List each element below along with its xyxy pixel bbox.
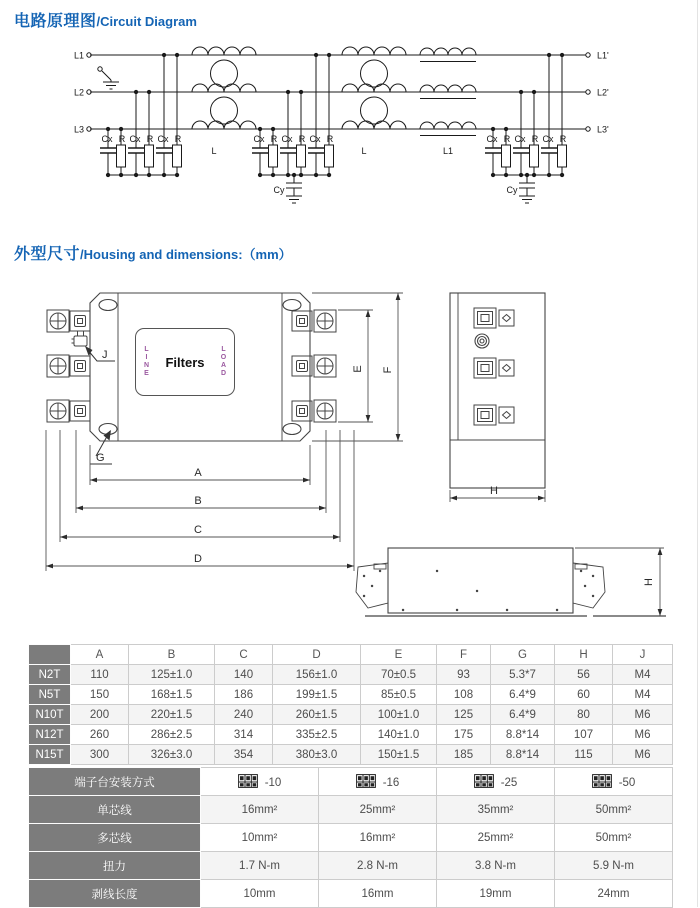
section-title-en: /Housing and dimensions:（mm） [80, 247, 292, 262]
table-cell [437, 824, 555, 852]
inductor-label: L1 [442, 146, 454, 156]
table-row [29, 768, 673, 796]
cell-value: 3.8 N-m [475, 859, 516, 872]
table-cell: 335±2.5 [273, 725, 361, 745]
row-header: N10T [29, 705, 71, 725]
side-view [356, 548, 666, 616]
column-header: F [437, 645, 491, 665]
dim-letter-b: B [194, 495, 202, 507]
table-cell: 70±0.5 [361, 665, 437, 685]
section-title-housing [14, 241, 292, 264]
table-cell [555, 768, 673, 796]
row-header: N5T [29, 685, 71, 705]
cell-value: 19mm [479, 887, 512, 900]
table-cell: 380±3.0 [273, 745, 361, 765]
table-cell: 185 [437, 745, 491, 765]
table-cell [319, 880, 437, 908]
table-cell: 108 [437, 685, 491, 705]
cell-value: 16mm² [241, 803, 278, 816]
table-cell: 100±1.0 [361, 705, 437, 725]
table-cell [555, 824, 673, 852]
housing-drawing [30, 280, 690, 632]
table-cell [201, 768, 319, 796]
column-header: E [361, 645, 437, 665]
table-cell: 110 [71, 665, 129, 685]
table-row [29, 824, 673, 852]
dim-letter-d: D [194, 553, 202, 565]
cy-label: Cy [273, 185, 285, 195]
dim-letter-c: C [194, 524, 202, 536]
table-cell [201, 824, 319, 852]
table-cell [437, 880, 555, 908]
cell-value: -16 [382, 777, 400, 789]
table-cell: 125±1.0 [129, 665, 215, 685]
housing-drawing-svg [30, 280, 690, 632]
table-row [29, 705, 673, 725]
table-cell: M4 [613, 685, 673, 705]
row-header: 单芯线 [29, 796, 201, 824]
column-header: A [71, 645, 129, 665]
table-cell: 115 [555, 745, 613, 765]
cap-label: Cx [129, 134, 141, 144]
dim-table-body [29, 665, 673, 765]
table-cell: 240 [215, 705, 273, 725]
table-cell: 220±1.5 [129, 705, 215, 725]
terminal-block-icon [238, 774, 258, 788]
table-row [29, 880, 673, 908]
cell-value: 16mm [361, 887, 394, 900]
table-cell: 326±3.0 [129, 745, 215, 765]
table-cell: 200 [71, 705, 129, 725]
table-cell: M6 [613, 705, 673, 725]
load-label: LOAD [219, 346, 227, 378]
res-label: R [118, 134, 126, 144]
cell-value: -10 [264, 777, 282, 789]
table-cell: 168±1.5 [129, 685, 215, 705]
column-header: J [613, 645, 673, 665]
table-cell: 107 [555, 725, 613, 745]
section-title-zh: 外型尺寸 [14, 246, 81, 263]
table-row [29, 796, 673, 824]
row-header: 端子台安装方式 [29, 768, 201, 796]
column-header: B [129, 645, 215, 665]
cell-value: 16mm² [359, 831, 396, 844]
table-cell: 260 [71, 725, 129, 745]
table-cell: 354 [215, 745, 273, 765]
dim-letter-h: H [643, 578, 655, 586]
cell-value: 1.7 N-m [239, 859, 280, 872]
row-header: 扭力 [29, 852, 201, 880]
cell-value: 25mm² [359, 803, 396, 816]
table-cell [319, 852, 437, 880]
cell-value: 35mm² [477, 803, 514, 816]
row-header: 剥线长度 [29, 880, 201, 908]
table-cell: 56 [555, 665, 613, 685]
column-header: C [215, 645, 273, 665]
table-cell [201, 852, 319, 880]
earth-symbol [98, 67, 119, 89]
row-header: 多芯线 [29, 824, 201, 852]
terminal-spec-table [28, 767, 673, 908]
circuit-diagram [30, 40, 680, 235]
filters-label: Filters [165, 354, 205, 370]
table-row [29, 685, 673, 705]
cap-label: Cx [101, 134, 113, 144]
common-mode-choke [192, 47, 256, 156]
table-cell [319, 824, 437, 852]
section-title-circuit [14, 8, 197, 31]
table-cell: 300 [71, 745, 129, 765]
table-cell [555, 852, 673, 880]
table-cell: 8.8*14 [491, 725, 555, 745]
dim-letter-f: F [382, 366, 394, 374]
table-row [29, 852, 673, 880]
dim-letter-a: A [194, 467, 202, 479]
table-cell [319, 796, 437, 824]
table-cell [437, 768, 555, 796]
output-label-l1: L1' [597, 50, 609, 61]
cell-value: 5.9 N-m [593, 859, 634, 872]
line-label: LINE [143, 346, 150, 378]
table-cell: 314 [215, 725, 273, 745]
dimensions-table [28, 644, 673, 765]
table-cell: 80 [555, 705, 613, 725]
end-view [450, 293, 545, 502]
table-cell: 286±2.5 [129, 725, 215, 745]
table-cell: 140±1.0 [361, 725, 437, 745]
table-cell [555, 796, 673, 824]
input-label-l1: L1 [73, 50, 84, 61]
table-cell [555, 880, 673, 908]
res-label: R [174, 134, 182, 144]
table-cell: 150 [71, 685, 129, 705]
terminal-block-icon [474, 774, 494, 788]
column-header: G [491, 645, 555, 665]
table-row [29, 665, 673, 685]
row-header: N2T [29, 665, 71, 685]
row-header: N15T [29, 745, 71, 765]
table-cell [319, 768, 437, 796]
dim-table-head-row [29, 645, 673, 665]
terminal-block-icon [356, 774, 376, 788]
cell-value: 25mm² [477, 831, 514, 844]
table-cell: 5.3*7 [491, 665, 555, 685]
table-row [29, 745, 673, 765]
column-header: H [555, 645, 613, 665]
corner-cell [29, 645, 71, 665]
table-cell: 150±1.5 [361, 745, 437, 765]
cell-value: -25 [500, 777, 518, 789]
table-cell: 60 [555, 685, 613, 705]
table-cell: 175 [437, 725, 491, 745]
cell-value: 24mm [597, 887, 630, 900]
output-label-l3: L3' [597, 124, 609, 135]
table-cell: 6.4*9 [491, 685, 555, 705]
table-cell: 85±0.5 [361, 685, 437, 705]
table-cell [201, 880, 319, 908]
table-cell: 125 [437, 705, 491, 725]
cell-value: 50mm² [595, 831, 632, 844]
choke-label: L [211, 146, 217, 156]
section-title-zh: 电路原理图 [14, 13, 97, 30]
input-label-l3: L3 [73, 124, 84, 135]
dimensions-table-section [28, 644, 672, 765]
table-cell: M6 [613, 725, 673, 745]
dim-letter-e: E [352, 365, 364, 373]
cell-value: 10mm² [241, 831, 278, 844]
table-cell: M4 [613, 665, 673, 685]
table-row [29, 725, 673, 745]
cx-r-filter-bank [100, 55, 182, 175]
cell-value: -50 [618, 777, 636, 789]
cell-value: 2.8 N-m [357, 859, 398, 872]
res-label: R [146, 134, 154, 144]
ground-stud [72, 331, 88, 346]
inductor-l1 [420, 48, 476, 156]
terminal-block-icon [592, 774, 612, 788]
table-cell: 156±1.0 [273, 665, 361, 685]
dim-letter-j: J [102, 349, 108, 361]
table-cell: 8.8*14 [491, 745, 555, 765]
table-cell [437, 796, 555, 824]
spec-table-body [29, 768, 673, 908]
circuit-diagram-svg [30, 40, 680, 235]
section-title-en: /Circuit Diagram [96, 14, 197, 29]
cy-capacitor [274, 175, 303, 203]
table-cell: 140 [215, 665, 273, 685]
row-header: N12T [29, 725, 71, 745]
dim-letter-h: H [490, 485, 498, 497]
table-cell: 260±1.5 [273, 705, 361, 725]
table-cell: 6.4*9 [491, 705, 555, 725]
input-label-l2: L2 [73, 87, 84, 98]
terminal-spec-table-section [28, 767, 672, 908]
filter-nameplate [135, 328, 235, 396]
table-cell [201, 796, 319, 824]
page-edge [697, 0, 698, 907]
cap-label: Cx [157, 134, 169, 144]
dim-letter-g: G [96, 452, 105, 464]
table-cell: 199±1.5 [273, 685, 361, 705]
column-header: D [273, 645, 361, 665]
table-cell: 93 [437, 665, 491, 685]
table-cell: 186 [215, 685, 273, 705]
table-cell [437, 852, 555, 880]
cell-value: 10mm [243, 887, 276, 900]
cell-value: 50mm² [595, 803, 632, 816]
output-label-l2: L2' [597, 87, 609, 98]
table-cell: M6 [613, 745, 673, 765]
